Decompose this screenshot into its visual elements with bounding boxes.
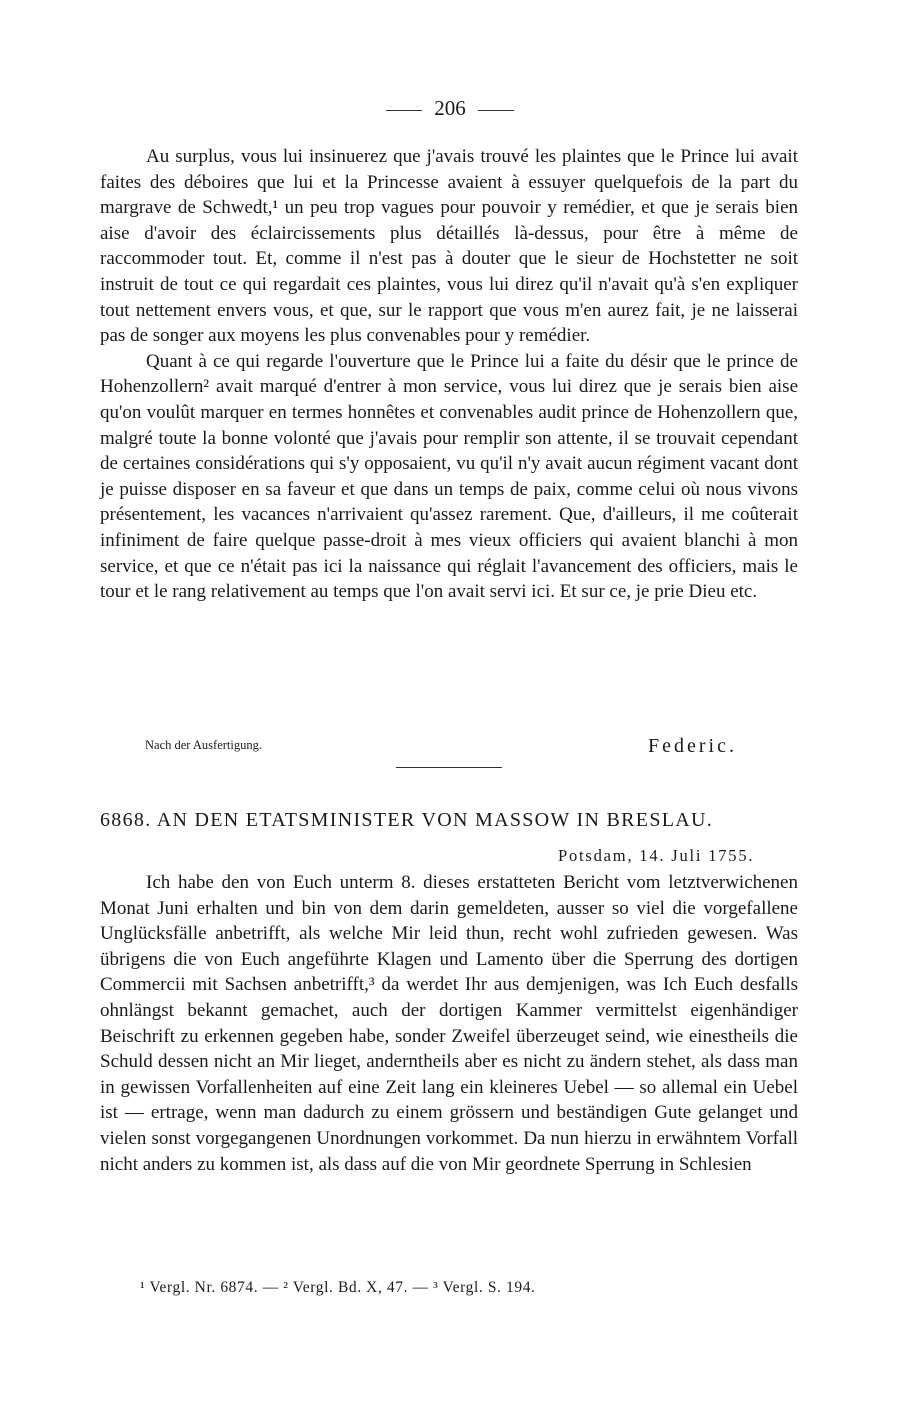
header-dash-left xyxy=(386,110,422,111)
page-number: 206 xyxy=(434,96,466,120)
paragraph-quant: Quant à ce qui regarde l'ouverture que le Prince lui a faite du désir que le prince de Hohenzollern² avait marqué d'entrer à mon service, vous lui direz que je serais bien aise qu'on voulût marquer en termes honnêtes et convenables audit prince de Hohenzollern que, malgré toute la bonne volonté que j'avais pour remplir son attente, il se trouvait cependant de certaines considérations qui s'y opposaient, vu qu'il n'y avait aucun régiment vacant dont je puisse disposer en sa faveur et que dans un temps de paix, comme celui où nous vivons présentement, les vacances n'arrivaient qu'assez rarement. Que, d'ailleurs, il me coûterait infiniment de faire quelque passe-droit à mes vieux officiers qui avaient blanchi à mon service, et que ce n'était pas ici la naissance qui réglait l'avancement des officiers, mais le tour et le rang relativement au temps que l'on avait servi ici. Et sur ce, je prie Dieu etc. xyxy=(100,350,798,603)
page-header xyxy=(0,96,900,121)
source-note: Nach der Ausfertigung. xyxy=(145,738,262,752)
section-divider xyxy=(396,767,502,768)
dateline: Potsdam, 14. Juli 1755. xyxy=(558,846,755,865)
footnotes: ¹ Vergl. Nr. 6874. — ² Vergl. Bd. X, 47. — ³ Vergl. S. 194. xyxy=(140,1279,536,1296)
header-dash-right xyxy=(478,110,514,111)
letter-body-french xyxy=(100,144,798,605)
paragraph-ich-habe: Ich habe den von Euch unterm 8. dieses erstatteten Bericht vom letztverwichenen Monat Juni erhalten und bin von dem darin gemeldeten, ausser so viel die vorgefallene Unglücksfälle anbetrifft, als welche Mir leid thun, recht wohl zufrieden gewesen. Was übrigens die von Euch angeführte Klagen und Lamento über die Sperrung des dortigen Commercii mit Sachsen anbetrifft,³ da werdet Ihr aus demjenigen, was Ich Euch desfalls ohnlängst bekannt gemachet, auch der dortigen Kammer vermittelst eigenhändiger Beischrift zu erkennen gegeben habe, sonder Zweifel überzeuget seind, wie einestheils die Schuld dessen nicht an Mir lieget, anderntheils aber es nicht zu ändern stehet, als dass man in gewissen Vorfallenheiten auf eine Zeit lang ein kleineres Uebel — so allemal ein Uebel ist — ertrage, wenn man dadurch zu einem grössern und beständigen Gute gelanget und vielen sonst vorgegangenen Unordnungen vorkommet. Da nun hierzu in erwähntem Vorfall nicht anders zu kommen ist, als dass auf die von Mir geordnete Sperrung in Schlesien xyxy=(100,872,798,1175)
letter-heading: 6868. AN DEN ETATSMINISTER VON MASSOW IN BRESLAU. xyxy=(100,809,714,831)
signature: Federic. xyxy=(648,735,737,757)
paragraph-au-surplus: Au surplus, vous lui insinuerez que j'avais trouvé les plaintes que le Prince lui avait faites des déboires que lui et la Princesse avaient à essuyer quelquefois de la part du margrave de Schwedt,¹ un peu trop vagues pour pouvoir y remédier, et que je serais bien aise d'avoir des éclaircissements plus détaillés là-dessus, pour être à même de raccommoder tout. Et, comme il n'est pas à douter que le sieur de Hochstetter ne soit instruit de tout ce qui regardait ces plaintes, vous lui direz qu'il n'avait qu'à s'en expliquer tout nettement envers vous, et que, sur le rapport que vous m'en aurez fait, je ne laisserai pas de songer aux moyens les plus convenables pour y remédier. xyxy=(100,146,798,347)
letter-body-german xyxy=(100,870,798,1177)
